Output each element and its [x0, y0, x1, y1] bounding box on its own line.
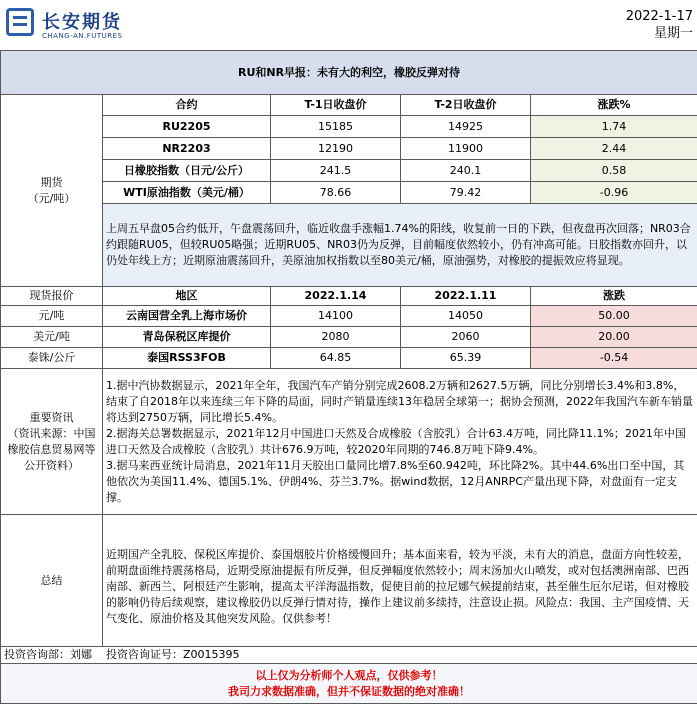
table-row: [1, 116, 697, 138]
spot-header-region: 地区: [103, 287, 271, 306]
spot-header-v1: 2022.1.14: [271, 287, 401, 306]
table-row: [1, 348, 697, 369]
spot-row-v1: 64.85: [271, 348, 401, 369]
spot-row-change: 50.00: [531, 306, 697, 327]
futures-row-name: 日橡胶指数（日元/公斤）: [103, 160, 271, 182]
news-item: 1.据中汽协数据显示，2021年全年，我国汽车产销分别完成2608.2万辆和2627.5万辆，同比分别增长3.4%和3.8%，结束了自2018年以来连续三年下降的局面，同时产销量连续13年稳居全球第一；据协会预测，2022年我国汽车新车销量将达到2750万辆，同比增长5.4%。: [106, 378, 693, 424]
summary-section-label: 总结: [1, 515, 103, 647]
futures-row-t1: 241.5: [271, 160, 401, 182]
futures-comment: 上周五早盘05合约低开，午盘震荡回升，临近收盘手涨幅1.74%的阳线，收复前一日的下跌，但夜盘再次回落；NR03合约跟随RU05，但较RU05略强；近期RU05、NR03仍为反弹，目前幅度依然较小，仍有冲高可能。日胶指数亦回升，以仍处年线上方；近期原油震荡回升，美原油加权指数以至80美元/桶，原油强势，对橡胶的提振效应将显现。: [103, 204, 697, 287]
report-date: [626, 8, 693, 42]
table-row: [1, 160, 697, 182]
logo-cn-text: 长安期货: [42, 12, 122, 33]
weekday-text: 星期一: [653, 26, 693, 41]
disclaimer-line2: 我司力求数据准确，但并不保证数据的绝对准确！: [228, 684, 470, 698]
disclaimer: [1, 664, 697, 704]
futures-row-t2: 11900: [401, 138, 531, 160]
futures-row-t1: 12190: [271, 138, 401, 160]
news-item: 2.据海关总署数据显示，2021年12月中国进口天然及合成橡胶（含胶乳）合计63.4万吨，同比降11.1%；2021年中国进口天然及合成橡胶（含胶乳）共计676.9万吨，较2020年同期的746.8万吨下降9.4%。: [106, 426, 686, 456]
futures-row-change: 2.44: [531, 138, 697, 160]
futures-section-label: [1, 95, 103, 287]
spot-header-change: 涨跌: [531, 287, 697, 306]
futures-header-t1: T-1日收盘价: [271, 95, 401, 116]
spot-row-unit: 泰铢/公斤: [1, 348, 103, 369]
date-text: 2022-1-17: [625, 9, 693, 24]
news-item: 3.据马来西亚统计局消息，2021年11月天胶出口量同比增7.8%至60.942吨，环比降2%。其中44.6%出口至中国，其他依次为美国11.4%、德国5.1%、伊朗4%、芬兰3.7%。据wind数据，12月ANRPC产量出现下降，对盘面有一定支撑。: [106, 458, 685, 504]
spot-row-v2: 65.39: [401, 348, 531, 369]
spot-row-region: 泰国RSS3FOB: [103, 348, 271, 369]
spot-row-unit: 元/吨: [1, 306, 103, 327]
spot-row-v2: 14050: [401, 306, 531, 327]
futures-row-t2: 240.1: [401, 160, 531, 182]
futures-header-contract: 合约: [103, 95, 271, 116]
table-row: [1, 306, 697, 327]
futures-label-line2: （元/吨）: [27, 191, 76, 205]
futures-row-name: RU2205: [103, 116, 271, 138]
futures-row-change: 1.74: [531, 116, 697, 138]
spot-row-v1: 14100: [271, 306, 401, 327]
table-row: [1, 138, 697, 160]
logo-en-text: CHANG-AN.FUTURES: [42, 32, 123, 40]
futures-row-change: -0.96: [531, 182, 697, 204]
news-content: [103, 369, 697, 515]
spot-row-unit: 美元/吨: [1, 327, 103, 348]
futures-header-change: 涨跌%: [531, 95, 697, 116]
news-section-label: [1, 369, 103, 515]
futures-row-t1: 15185: [271, 116, 401, 138]
spot-row-v1: 2080: [271, 327, 401, 348]
spot-header-label: 现货报价: [1, 287, 103, 306]
futures-row-t2: 79.42: [401, 182, 531, 204]
table-row: [1, 327, 697, 348]
futures-label-line1: 期货: [40, 175, 63, 189]
report-title: RU和NR早报：未有大的利空，橡胶反弹对待: [1, 51, 697, 95]
news-label-title: 重要资讯: [29, 410, 74, 424]
news-label-source: （资讯来源：中国橡胶信息贸易网等公开资料）: [7, 426, 96, 472]
futures-row-t2: 14925: [401, 116, 531, 138]
spot-row-change: -0.54: [531, 348, 697, 369]
table-row: [1, 182, 697, 204]
summary-text: 近期国产全乳胶、保税区库提价、泰国烟胶片价格缓慢回升；基本面来看，较为平淡，未有大的消息，盘面方向性较差，前期盘面维持震荡格局，近期受原油提振有所反弹，但反弹幅度依然较小；周末汤加火山喷发，或对包括澳洲南部、巴西南部、新西兰、阿根廷产生影响，提高太平洋海温指数，促使目前的拉尼娜气候提前结束，甚至催生厄尔尼诺，但对橡胶的影响仍待后续观察，建议橡胶仍以反弹行情对待，操作上建议前多续持，注意设止损。风险点：我国、主产国疫情、天气变化、原油价格及其他突发风险。仅供参考！: [103, 515, 697, 647]
futures-row-name: WTI原油指数（美元/桶）: [103, 182, 271, 204]
report-table: [0, 50, 697, 704]
disclaimer-line1: 以上仅为分析师个人观点，仅供参考！: [255, 668, 443, 682]
futures-row-name: NR2203: [103, 138, 271, 160]
spot-header-v2: 2022.1.11: [401, 287, 531, 306]
logo-icon: [6, 8, 34, 36]
analyst-info: 投资咨询部：刘娜 投资咨询证号：Z0015395: [1, 647, 697, 664]
company-logo: [6, 6, 156, 46]
futures-row-change: 0.58: [531, 160, 697, 182]
report-header: [0, 0, 697, 50]
spot-row-v2: 2060: [401, 327, 531, 348]
spot-row-region: 云南国营全乳上海市场价: [103, 306, 271, 327]
spot-row-region: 青岛保税区库提价: [103, 327, 271, 348]
futures-row-t1: 78.66: [271, 182, 401, 204]
spot-row-change: 20.00: [531, 327, 697, 348]
futures-header-t2: T-2日收盘价: [401, 95, 531, 116]
